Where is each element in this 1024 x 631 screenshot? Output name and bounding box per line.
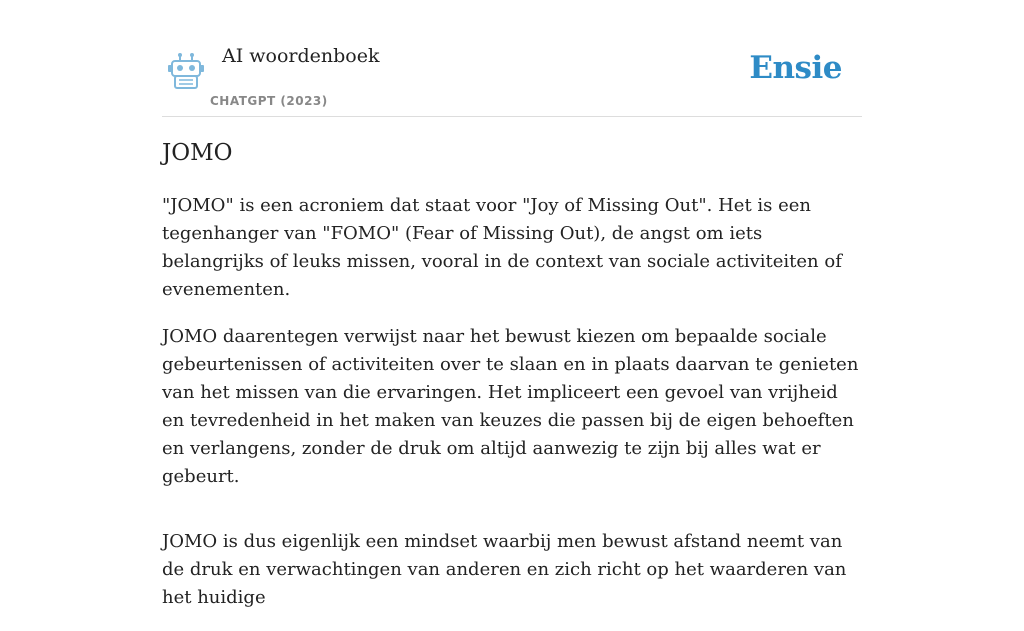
entry-term: JOMO	[162, 140, 233, 166]
robot-icon	[166, 52, 206, 90]
entry-definition	[162, 192, 862, 631]
definition-paragraph-1: "JOMO" is een acroniem dat staat voor "Joy of Missing Out". Het is een tegenhanger van "FOMO" (Fear of Missing Out), de angst om iets belangrijks of leuks missen, vooral in de context van sociale activiteiten of evenementen.	[162, 195, 842, 300]
definition-paragraph-3: JOMO is dus eigenlijk een mindset waarbij men bewust afstand neemt van de druk en verwachtingen van anderen en zich richt op het waarderen van het huidige	[162, 531, 847, 608]
brand-logo[interactable]: Ensie	[749, 50, 842, 86]
entry-header	[162, 0, 862, 117]
definition-paragraph-2: JOMO daarentegen verwijst naar het bewust kiezen om bepaalde sociale gebeurtenissen of activiteiten over te slaan en in plaats daarvan te genieten van het missen van die ervaringen. Het impliceert een gevoel van vrijheid en tevredenheid in het maken van keuzes die passen bij de eigen behoeften en verlangens, zonder de druk om altijd aanwezig te zijn bij alles wat er gebeurt.	[162, 326, 859, 487]
page-container	[162, 0, 862, 608]
source-subtitle: CHATGPT (2023)	[210, 94, 328, 108]
source-title[interactable]: AI woordenboek	[222, 45, 380, 67]
